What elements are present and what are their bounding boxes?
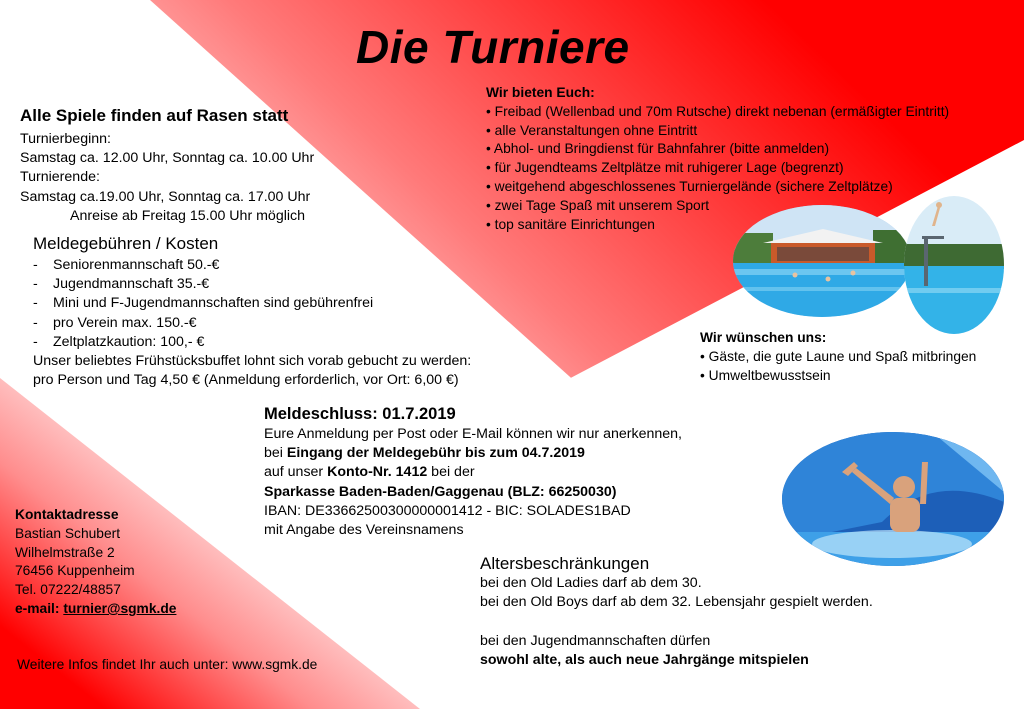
offers-heading: Wir bieten Euch: [486,85,595,100]
fees-item: Zeltplatzkaution: 100,- € [53,333,205,350]
contact-line: 76456 Kuppenheim [15,563,135,579]
fees-note: pro Person und Tag 4,50 € (Anmeldung erforderlich, vor Ort: 6,00 €) [33,372,459,389]
deadline-payment: Eingang der Meldegebühr bis zum 04.7.2019 [286,445,585,462]
schedule-line: Samstag ca.19.00 Uhr, Sonntag ca. 17.00 Uhr [20,188,311,205]
schedule-section [20,106,314,226]
page-title: Die Turniere [356,21,630,73]
fees-note: Unser beliebtes Frühstücksbuffet lohnt sich vorab gebucht zu werden: [33,353,472,370]
fees-dash: - [33,333,38,350]
deadline-line: mit Angabe des Vereinsnamens [264,522,464,539]
offers-section [486,84,949,234]
contact-line: Tel. 07222/48857 [15,582,121,598]
offers-item: • alle Veranstaltungen ohne Eintritt [486,122,698,138]
fees-dash: - [33,314,38,331]
deadline-text: bei der [427,464,475,481]
offers-item: • weitgehend abgeschlossenes Turniergelände (sichere Zeltplätze) [486,178,893,194]
offers-item: • für Jugendteams Zeltplätze mit ruhigerer Lage (begrenzt) [486,160,844,176]
contact-line: Wilhelmstraße 2 [15,544,115,560]
fees-section [33,234,471,390]
fees-dash: - [33,276,38,293]
deadline-text: auf unser [264,464,328,481]
offers-item: • top sanitäre Einrichtungen [486,216,655,232]
age-line: bei den Old Ladies darf ab dem 30. [480,575,702,591]
age-line: sowohl alte, als auch neue Jahrgänge mitspielen [480,651,809,668]
age-line: bei den Jugendmannschaften dürfen [480,632,711,649]
age-section [480,554,873,670]
wishes-item: • Gäste, die gute Laune und Spaß mitbringen [700,348,977,364]
wishes-item: • Umweltbewusstsein [700,367,831,383]
fees-heading: Meldegebühren / Kosten [33,234,219,253]
age-heading: Altersbeschränkungen [480,554,650,573]
pool-photo [733,205,911,317]
schedule-line: Samstag ca. 12.00 Uhr, Sonntag ca. 10.00 Uhr [20,150,315,167]
wishes-section [700,329,976,385]
fees-item: Seniorenmannschaft 50.-€ [53,257,220,273]
fees-item: Jugendmannschaft 35.-€ [53,276,210,293]
iban-bic: IBAN: DE33662500300000001412 - BIC: SOLADES1BAD [264,502,631,519]
email-label: e-mail: [15,600,64,616]
wishes-heading: Wir wünschen uns: [700,330,827,345]
bank-name: Sparkasse Baden-Baden/Gaggenau (BLZ: 66250030) [264,483,617,500]
offers-item: • Abhol- und Bringdienst für Bahnfahrer (bitte anmelden) [486,141,830,157]
offers-item: • zwei Tage Spaß mit unserem Sport [486,197,710,213]
account-number: Konto-Nr. 1412 [327,464,428,481]
schedule-line: Turnierbeginn: [20,131,111,147]
schedule-line: Turnierende: [20,169,100,186]
fees-dash: - [33,257,38,273]
age-line: bei den Old Boys darf ab dem 32. Lebensjahr gespielt werden. [480,594,873,611]
contact-heading: Kontaktadresse [15,507,119,522]
offers-item: • Freibad (Wellenbad und 70m Rutsche) direkt nebenan (ermäßigter Eintritt) [486,103,950,119]
deadline-line: Eure Anmeldung per Post oder E-Mail können wir nur anerkennen, [264,426,682,442]
fees-item: Mini und F-Jugendmannschaften sind gebührenfrei [53,295,374,312]
contact-line: Bastian Schubert [15,525,121,541]
diving-photo [904,196,1004,334]
slide-photo [782,432,1004,566]
email-link[interactable]: turnier@sgmk.de [63,600,177,616]
schedule-heading: Alle Spiele finden auf Rasen statt [20,106,289,125]
deadline-text: bei [264,445,287,462]
deadline-section [264,405,682,540]
schedule-line: Anreise ab Freitag 15.00 Uhr möglich [70,207,306,224]
more-info: Weitere Infos findet Ihr auch unter: www.sgmk.de [17,657,318,672]
fees-item: pro Verein max. 150.-€ [53,314,197,331]
fees-dash: - [33,295,38,312]
deadline-heading: Meldeschluss: 01.7.2019 [264,405,456,423]
contact-section [15,506,176,619]
